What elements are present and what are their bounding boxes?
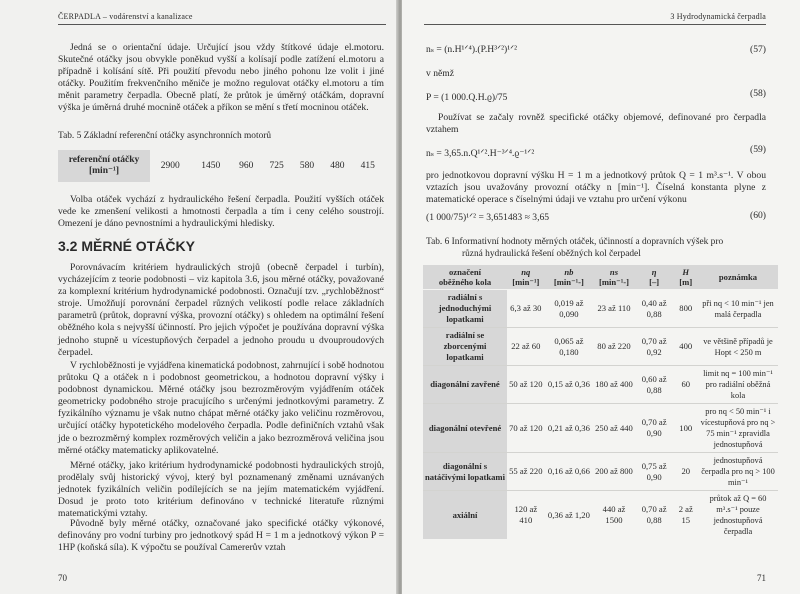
- nb-cell: 0,36 až 1,20: [545, 491, 594, 540]
- h-cell: 800: [674, 290, 699, 328]
- nq-cell: 70 až 120: [507, 404, 545, 453]
- note-cell: pro nq < 50 min⁻¹ i vícestupňová pro nq > 75 min⁻¹ zpravidla jednostupňová: [698, 404, 778, 453]
- table6-header: η [–]: [635, 265, 674, 290]
- table6-header: H [m]: [674, 265, 699, 290]
- nq-cell: 6,3 až 30: [507, 290, 545, 328]
- table6-header: ns [min⁻¹-]: [593, 265, 635, 290]
- table-row: [423, 453, 778, 491]
- unit-paragraph: pro jednotkovou dopravní výšku H = 1 m a jednotkový průtok Q = 1 m³.s⁻¹. V obou vztazích jsou uvažovány provozní otáčky n [min⁻¹]. Číselná konstanta plyne z matematické operace s číselnými údaji ve vztahu pro určení výkonu: [426, 170, 766, 206]
- nb-cell: 0,065 až 0,180: [545, 328, 594, 366]
- nb-cell: 0,16 až 0,66: [545, 453, 594, 491]
- left-page: [0, 0, 398, 594]
- right-header-rule: [424, 24, 766, 25]
- table5: [58, 150, 383, 182]
- impeller-type: radiální se zborcenými lopatkami: [423, 328, 507, 366]
- ns-cell: 200 až 800: [593, 453, 635, 491]
- ns-cell: 80 až 220: [593, 328, 635, 366]
- table6-header: poznámka: [698, 265, 778, 290]
- eta-cell: 0,70 až 0,88: [635, 491, 674, 540]
- nq-cell: 55 až 220: [507, 453, 545, 491]
- ns-cell: 180 až 400: [593, 366, 635, 404]
- ns-cell: 440 až 1500: [593, 491, 635, 540]
- objemove-paragraph: Používat se začaly rovněž specifické otáčky objemové, definované pro čerpadla vztahem: [426, 112, 766, 136]
- table5-cell: 580: [299, 161, 315, 171]
- table5-label: referenční otáčky [min⁻¹]: [58, 150, 150, 182]
- equation-59: nₛ = 3,65.n.Q¹ᐟ².H⁻³ᐟ⁴.ϱ⁻¹ᐟ²: [426, 148, 535, 159]
- note-cell: při nq < 10 min⁻¹ jen malá čerpadla: [698, 290, 778, 328]
- table6-caption: Tab. 6 Informativní hodnoty měrných otáček, účinností a dopravních výšek pro různá hydraulická řešení oběžných kol čerpadel: [426, 237, 724, 259]
- nb-cell: 0,21 až 0,36: [545, 404, 594, 453]
- section-paragraph-3: Měrné otáčky, jako kritérium hydrodynamické podobnosti hydraulických strojů, prodělaly svůj historický vývoj, který byl poznamenaný změnami uznávaných jednotek fyzikálních veličin podílejících se na jejím matematickém vyjádření. Dosud je proto toto kritérium definováno v technické literatuře různými matematickými vztahy.: [58, 460, 384, 520]
- impeller-type: diagonální s natáčivými lopatkami: [423, 453, 507, 491]
- v-nemz-text: v němž: [426, 68, 454, 79]
- section-title: 3.2 MĚRNÉ OTÁČKY: [58, 238, 195, 254]
- eta-cell: 0,70 až 0,90: [635, 404, 674, 453]
- equation-59-number: (59): [750, 144, 766, 155]
- note-cell: průtok až Q = 60 m³.s⁻¹ pouze jednostupňová čerpadla: [698, 491, 778, 540]
- ns-cell: 23 až 110: [593, 290, 635, 328]
- h-cell: 400: [674, 328, 699, 366]
- equation-60-number: (60): [750, 210, 766, 221]
- impeller-type: diagonální otevřené: [423, 404, 507, 453]
- table5-cell: 960: [239, 161, 254, 171]
- table5-cell: 2900: [160, 161, 180, 171]
- impeller-type: diagonální zavřené: [423, 366, 507, 404]
- eta-cell: 0,60 až 0,88: [635, 366, 674, 404]
- table6-header: nq [min⁻¹]: [507, 265, 545, 290]
- section-paragraph-1: Porovnávacím kritériem hydraulických strojů (obecně čerpadel i turbín), vycházejícím z teorie podobnosti – viz kapitola 3.6, jsou měrné otáčky, považované za komplexní kritérium hydrodynamické podobnosti. Označují tzv. „rychloběžnost“ stroje. Umožňují porovnání čerpadel různých velikostí podle relace základních parametrů (průtok, dopravní výška, provozní otáčky) s ohledem na optimální řešení oběžného kola s nejvyšší účinností. Pro jejich výpočet je používána dopravní výška jednoho stupně u vícestupňových čerpadel a jednoho proudu u dvouproudových čerpadel.: [58, 262, 384, 358]
- table6-header: označení oběžného kola: [423, 265, 507, 290]
- table5-cell: 1450: [201, 161, 221, 171]
- ns-cell: 250 až 440: [593, 404, 635, 453]
- h-cell: 60: [674, 366, 699, 404]
- h-cell: 100: [674, 404, 699, 453]
- eta-cell: 0,75 až 0,90: [635, 453, 674, 491]
- impeller-type: axiální: [423, 491, 507, 540]
- section-paragraph-2: V rychloběžnosti je vyjádřena kinematická podobnost, zahrnující i sobě hodnotou průtoku Q a otáček n i podobnost geometrickou, a hodnotou dopravní výšky i podobnost dynamickou. Měrné otáčky jsou bezrozměrovým vyjádřením otáček geometricky podobného stroje pracujícího s určenými jednotkovými parametry. Z fyzikálního významu je však nutno chápat měrné otáčky jako veličinu rozměrovou, určující otáčky hypotetického modelového čerpadla. Podle definičních vztahů však jde o bezrozměrný komplex rozměrových veličin a jako bezrozměrová veličina jsou měrné otáčky matematicky aplikovatelné.: [58, 360, 384, 456]
- intro-paragraph: Jedná se o orientační údaje. Určující jsou vždy štítkové údaje el.motoru. Skutečné otáčky jsou obvykle poněkud vyšší a kolísají podle zatížení el.motoru a případně i kolísání sítě. Při použití převodu nebo jiného pohonu lze volit i jiné otáčky. Použitím frekvenčního měniče je možno regulovat otáčky el.motoru a tím měnit parametry čerpadla. Obecně platí, že průtok je úměrný otáčkám, dopravní výška je úměrná druhé mocnině otáček a příkon se mění s třetí mocninou otáček.: [58, 42, 384, 114]
- nb-cell: 0,15 až 0,36: [545, 366, 594, 404]
- table6: [423, 265, 778, 539]
- left-page-number: 70: [58, 573, 67, 583]
- choice-paragraph: Volba otáček vychází z hydraulického řešení čerpadla. Použití vyšších otáček vede ke zmenšení velikosti a hmotnosti čerpadla a tím i ceny celého soustrojí. Omezení je dáno pevnostními a hydraulickými hledisky.: [58, 194, 384, 230]
- note-cell: limit nq = 100 min⁻¹ pro radiální oběžná kola: [698, 366, 778, 404]
- table-row: [423, 404, 778, 453]
- equation-60: (1 000/75)¹ᐟ² = 3,651483 ≈ 3,65: [426, 212, 550, 223]
- right-page: [402, 0, 800, 594]
- table-row: [423, 491, 778, 540]
- nq-cell: 50 až 120: [507, 366, 545, 404]
- h-cell: 2 až 15: [674, 491, 699, 540]
- nq-cell: 22 až 60: [507, 328, 545, 366]
- nb-cell: 0,019 až 0,090: [545, 290, 594, 328]
- left-header-rule: [58, 24, 386, 25]
- nq-cell: 120 až 410: [507, 491, 545, 540]
- table-row: [423, 366, 778, 404]
- impeller-type: radiální s jednoduchými lopatkami: [423, 290, 507, 328]
- note-cell: jednostupňová čerpadla pro nq > 100 min⁻¹: [698, 453, 778, 491]
- h-cell: 20: [674, 453, 699, 491]
- right-page-number: 71: [757, 573, 766, 583]
- table6-header: nb [min⁻¹-]: [545, 265, 594, 290]
- equation-58: P = (1 000.Q.H.ϱ)/75: [426, 92, 508, 103]
- table5-cell: 725: [269, 161, 284, 171]
- table-row: [423, 290, 778, 328]
- equation-58-number: (58): [750, 88, 766, 99]
- table5-caption: Tab. 5 Základní referenční otáčky asynchronních motorů: [58, 131, 272, 141]
- right-running-header: 3 Hydrodynamická čerpadla: [670, 12, 766, 21]
- table-row: [423, 328, 778, 366]
- eta-cell: 0,70 až 0,92: [635, 328, 674, 366]
- left-running-header: ČERPADLA – vodárenství a kanalizace: [58, 12, 193, 21]
- table5-cell: 415: [360, 161, 375, 171]
- note-cell: ve většině případů je Hopt < 250 m: [698, 328, 778, 366]
- table5-cell: 480: [330, 161, 345, 171]
- equation-57-number: (57): [750, 44, 766, 55]
- eta-cell: 0,40 až 0,88: [635, 290, 674, 328]
- equation-57: nₛ = (n.H¹ᐟ⁴).(P.H³ᐟ²)¹ᐟ²: [426, 44, 518, 55]
- section-paragraph-4: Původně byly měrné otáčky, označované jako specifické otáčky výkonové, definovány pro vodní turbiny pro jednotkový spád H = 1 m a jednotkový výkon P = 1HP (koňská síla). K výpočtu se používal Camererův vztah: [58, 518, 384, 554]
